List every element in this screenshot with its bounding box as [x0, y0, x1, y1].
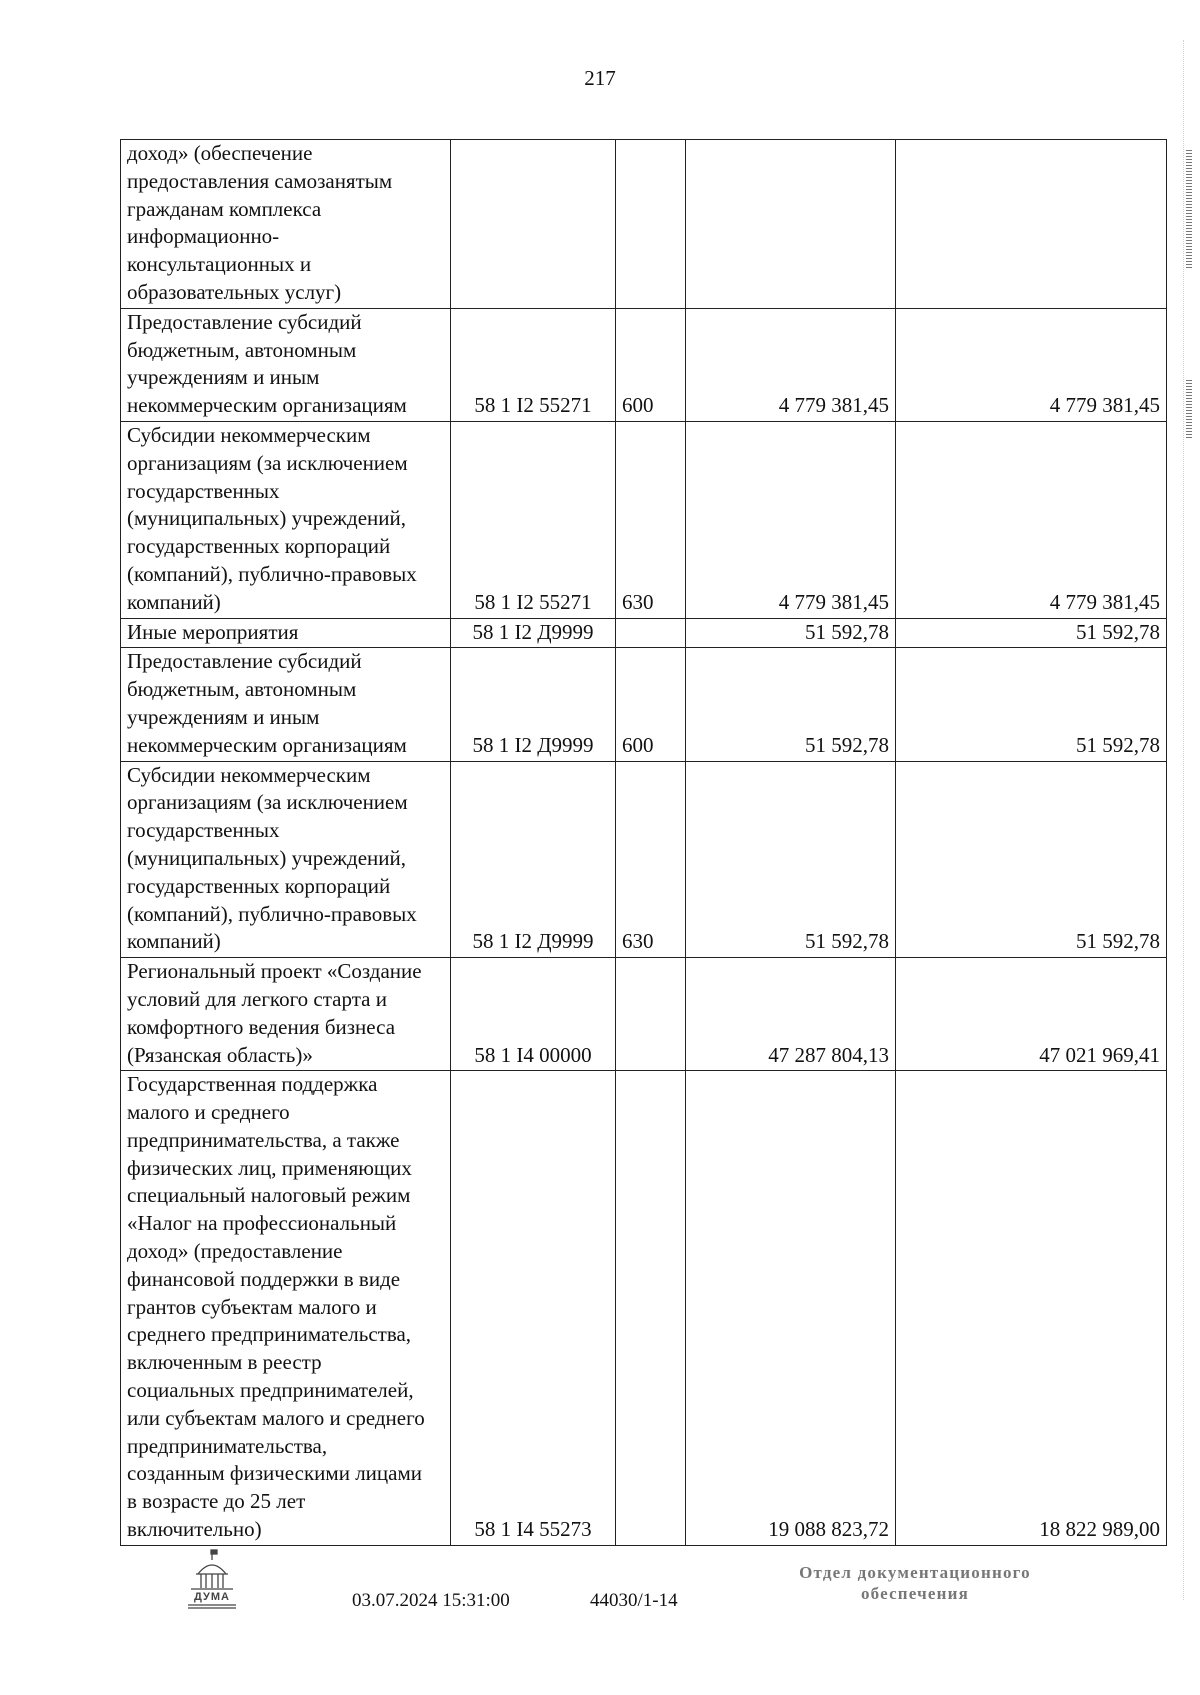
- cell-type: 630: [616, 761, 686, 958]
- table-row: [121, 618, 1167, 648]
- table-row: [121, 308, 1167, 421]
- cell-amount-1: [686, 140, 896, 309]
- cell-amount-1: 47 287 804,13: [686, 958, 896, 1071]
- table-row: [121, 761, 1167, 958]
- row-name-text: Предоставление субсидий бюджетным, автономным учреждениям и иным некоммерческим организациям: [127, 309, 407, 418]
- cell-type: [616, 140, 686, 309]
- cell-code: 58 1 I2 Д9999: [451, 648, 616, 761]
- row-name-text: Государственная поддержка малого и среднего предпринимательства, а также физических лиц, применяющих специальный налоговый режим «Налог на профессиональный доход» (предоставление финансовой поддержки в виде грантов субъектам малого и среднего предпринимательства, включенным в реестр социальных предпринимателей, или субъектам малого и среднего предпринимательства, созданным физическими лицами в возрасте до 25 лет включительно): [127, 1072, 425, 1542]
- cell-amount-2: 18 822 989,00: [896, 1071, 1167, 1546]
- row-name-text: Субсидии некоммерческим организациям (за исключением государственных (муниципальных) учреждений, государственных корпораций (компаний), публично-правовых компаний): [127, 422, 417, 614]
- cell-code: 58 1 I2 Д9999: [451, 618, 616, 648]
- stamp-line-1: Отдел документационного: [799, 1563, 1031, 1582]
- scan-mark: [1186, 150, 1192, 270]
- row-name-text: Субсидии некоммерческим организациям (за исключением государственных (муниципальных) учреждений, государственных корпораций (компаний), публично-правовых компаний): [127, 762, 417, 954]
- cell-type: 600: [616, 648, 686, 761]
- cell-code: [451, 140, 616, 309]
- logo-lettering: ДУМА: [194, 1591, 230, 1603]
- cell-code: 58 1 I2 55271: [451, 421, 616, 618]
- cell-code: 58 1 I2 55271: [451, 308, 616, 421]
- cell-name: [121, 648, 451, 761]
- cell-amount-1: 19 088 823,72: [686, 1071, 896, 1546]
- cell-type: [616, 1071, 686, 1546]
- row-name-text: доход» (обеспечение предоставления самозанятым гражданам комплекса информационно- консультационных и образовательных услуг): [127, 141, 393, 304]
- cell-name: [121, 618, 451, 648]
- duma-logo: [185, 1548, 239, 1612]
- table-row: [121, 958, 1167, 1071]
- cell-amount-2: 51 592,78: [896, 648, 1167, 761]
- cell-name: [121, 421, 451, 618]
- cell-amount-2: 51 592,78: [896, 618, 1167, 648]
- table-row: [121, 421, 1167, 618]
- row-name-text: Предоставление субсидий бюджетным, автономным учреждениям и иным некоммерческим организациям: [127, 649, 407, 757]
- footer-registration-number: 44030/1-14: [590, 1590, 678, 1611]
- cell-amount-2: 51 592,78: [896, 761, 1167, 958]
- cell-type: [616, 958, 686, 1071]
- cell-code: 58 1 I4 55273: [451, 1071, 616, 1546]
- row-name-text: Иные мероприятия: [127, 619, 299, 644]
- department-stamp: [770, 1562, 1060, 1604]
- cell-name: [121, 761, 451, 958]
- cell-name: [121, 1071, 451, 1546]
- row-name-text: Региональный проект «Создание условий для легкого старта и комфортного ведения бизнеса (Рязанская область)»: [127, 959, 422, 1067]
- budget-table: [120, 139, 1167, 1546]
- cell-name: [121, 308, 451, 421]
- cell-amount-2: 47 021 969,41: [896, 958, 1167, 1071]
- scan-mark: [1186, 380, 1192, 440]
- table-row: [121, 140, 1167, 309]
- scan-edge-artifact: [1183, 40, 1194, 1600]
- cell-amount-1: 51 592,78: [686, 761, 896, 958]
- cell-amount-1: 51 592,78: [686, 648, 896, 761]
- cell-type: 600: [616, 308, 686, 421]
- cell-amount-1: 51 592,78: [686, 618, 896, 648]
- cell-amount-2: [896, 140, 1167, 309]
- cell-code: 58 1 I4 00000: [451, 958, 616, 1071]
- footer-datetime: 03.07.2024 15:31:00: [352, 1590, 510, 1611]
- cell-name: [121, 958, 451, 1071]
- cell-amount-2: 4 779 381,45: [896, 421, 1167, 618]
- cell-amount-1: 4 779 381,45: [686, 308, 896, 421]
- table-row: [121, 648, 1167, 761]
- page-number: 217: [584, 66, 616, 90]
- cell-type: [616, 618, 686, 648]
- stamp-line-2: обеспечения: [860, 1584, 970, 1603]
- cell-type: 630: [616, 421, 686, 618]
- cell-amount-1: 4 779 381,45: [686, 421, 896, 618]
- cell-amount-2: 4 779 381,45: [896, 308, 1167, 421]
- cell-code: 58 1 I2 Д9999: [451, 761, 616, 958]
- table-row: [121, 1071, 1167, 1546]
- cell-name: [121, 140, 451, 309]
